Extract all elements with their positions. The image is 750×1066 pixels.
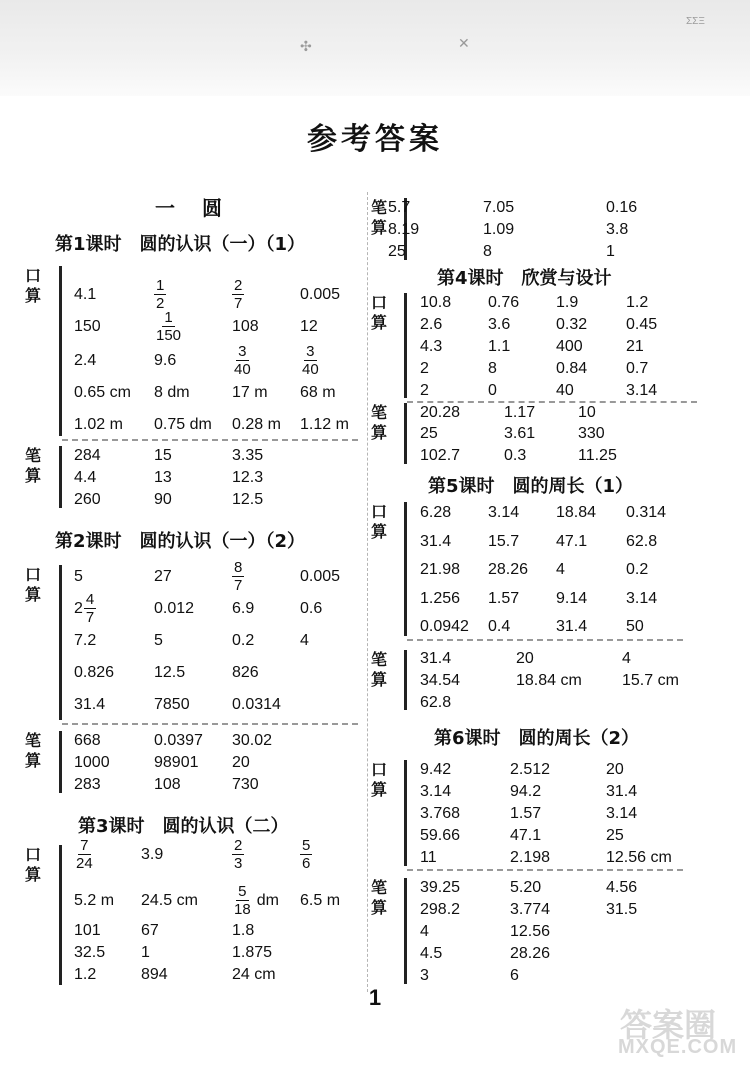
answer-cell: 18.84 <box>556 504 597 521</box>
bracket-line <box>404 403 407 464</box>
answer-cell: 102.7 <box>420 447 461 464</box>
answer-cell: 94.2 <box>510 783 542 800</box>
answer-cell: 50 <box>626 618 644 635</box>
fraction-numerator: 3 <box>306 343 315 360</box>
answer-cell: 0.005 <box>300 568 341 585</box>
answer-cell: 31.4 <box>606 783 638 800</box>
fraction <box>232 343 253 378</box>
answer-cell: 1.2 <box>74 966 97 983</box>
answer-cell: 0.0314 <box>232 696 281 713</box>
answer-cell: 30.02 <box>232 732 273 749</box>
answer-cell: 5.20 <box>510 879 542 896</box>
answer-cell: 1000 <box>74 754 110 771</box>
answer-cell <box>232 559 244 594</box>
answer-cell: 1.12 m <box>300 416 349 433</box>
answer-cell: 0.65 cm <box>74 384 131 401</box>
answer-cell: 98901 <box>154 754 199 771</box>
answer-cell: 10 <box>578 404 596 421</box>
answer-cell: 0.012 <box>154 600 195 617</box>
answer-cell: 15.7 <box>488 533 520 550</box>
answer-cell: 5.2 m <box>74 892 115 909</box>
answer-cell <box>74 591 96 626</box>
column-divider <box>367 192 368 992</box>
answer-cell <box>300 837 312 872</box>
answer-cell: 3.14 <box>626 382 658 399</box>
bracket-line <box>404 760 407 866</box>
answer-cell: 1.57 <box>510 805 542 822</box>
lesson-title: 第3课时 圆的认识（二） <box>78 816 289 837</box>
answer-cell: 12 <box>300 318 318 335</box>
answer-cell: 8 dm <box>154 384 190 401</box>
answer-cell: 298.2 <box>420 901 461 918</box>
answer-cell: 90 <box>154 491 172 508</box>
answer-cell: 3.6 <box>488 316 511 333</box>
fraction-numerator: 5 <box>238 883 247 900</box>
answer-cell: 1.9 <box>556 294 579 311</box>
answer-cell: 8 <box>483 243 492 260</box>
answer-cell: 283 <box>74 776 101 793</box>
written-label: 笔算 <box>370 198 387 237</box>
answer-cell: 11 <box>420 849 437 866</box>
answer-cell: 0.3 <box>504 447 527 464</box>
answer-cell: 0.76 <box>488 294 520 311</box>
oral-label: 口算 <box>24 266 41 305</box>
answer-cell: 68 m <box>300 384 336 401</box>
answer-cell: 47.1 <box>556 533 588 550</box>
answer-cell <box>232 277 244 312</box>
answer-cell: 4.3 <box>420 338 443 355</box>
answer-cell: 17 m <box>232 384 268 401</box>
answer-cell: 1.02 m <box>74 416 123 433</box>
answer-cell: 3.14 <box>626 590 658 607</box>
answer-cell: 47.1 <box>510 827 542 844</box>
answer-cell: 0.28 m <box>232 416 281 433</box>
answer-cell: 11.25 <box>578 447 617 464</box>
fraction-numerator: 1 <box>156 277 165 294</box>
header-ornament: ✣ <box>300 38 312 54</box>
fraction-denominator: 6 <box>302 855 311 872</box>
answer-cell: 62.8 <box>420 694 452 711</box>
fraction-denominator: 24 <box>76 855 93 872</box>
header-band <box>0 0 750 96</box>
fraction <box>300 837 312 872</box>
oral-label: 口算 <box>370 502 387 541</box>
answer-cell: 20 <box>232 754 250 771</box>
answer-cell: 21.98 <box>420 561 461 578</box>
fraction-denominator: 40 <box>302 361 319 378</box>
answer-cell: 31.5 <box>606 901 638 918</box>
answer-cell: 9.6 <box>154 352 177 369</box>
answer-cell: 5 <box>154 632 163 649</box>
answer-cell: 2 <box>420 382 429 399</box>
answer-cell: 9.42 <box>420 761 452 778</box>
answer-cell <box>232 883 279 918</box>
answer-cell <box>74 837 95 872</box>
answer-cell: 284 <box>74 447 101 464</box>
answer-cell: 0.2 <box>232 632 255 649</box>
answer-cell: 25 <box>420 425 438 442</box>
lesson-title: 第4课时 欣赏与设计 <box>437 268 612 289</box>
answer-cell: 18.84 cm <box>516 672 582 689</box>
oral-label: 口算 <box>24 845 41 884</box>
answer-cell: 1.09 <box>483 221 515 238</box>
lesson-title: 第5课时 圆的周长（1） <box>428 476 634 497</box>
written-label: 笔算 <box>24 446 41 485</box>
lesson-title: 第6课时 圆的周长（2） <box>434 728 640 749</box>
fraction-numerator: 5 <box>302 837 311 854</box>
answer-cell: 27 <box>154 568 172 585</box>
answer-cell: 28.26 <box>510 945 551 962</box>
answer-cell: 6.9 <box>232 600 255 617</box>
bracket-line <box>59 731 62 793</box>
bracket-line <box>59 845 62 985</box>
answer-cell: 3.14 <box>606 805 638 822</box>
written-label: 笔算 <box>370 650 387 689</box>
answer-cell: 31.4 <box>420 533 452 550</box>
answer-cell: 3.61 <box>504 425 536 442</box>
fraction-denominator: 7 <box>234 295 243 312</box>
fraction <box>232 277 244 312</box>
bracket-line <box>59 266 62 436</box>
fraction-numerator: 2 <box>234 277 243 294</box>
answer-cell: 12.3 <box>232 469 264 486</box>
bracket-line <box>404 650 407 710</box>
section-divider <box>407 869 683 871</box>
answer-cell: 0.16 <box>606 199 638 216</box>
answer-cell: 2.512 <box>510 761 551 778</box>
answer-cell: 20 <box>606 761 624 778</box>
bracket-line <box>59 446 62 508</box>
answer-cell: 1.57 <box>488 590 520 607</box>
answer-cell: 7.05 <box>483 199 515 216</box>
bracket-line <box>59 565 62 720</box>
answer-cell: 12.5 <box>232 491 264 508</box>
answer-cell: 1.2 <box>626 294 649 311</box>
answer-cell: 0.7 <box>626 360 649 377</box>
answer-cell <box>154 277 166 312</box>
answer-cell: 1 <box>606 243 615 260</box>
answer-cell: 150 <box>74 318 101 335</box>
answer-cell: 15 <box>154 447 172 464</box>
fraction-denominator: 40 <box>234 361 251 378</box>
answer-cell: 7.2 <box>74 632 97 649</box>
answer-cell: 0.826 <box>74 664 115 681</box>
answer-cell <box>232 837 244 872</box>
answer-cell: 1 <box>141 944 150 961</box>
answer-cell: 2.6 <box>420 316 443 333</box>
fraction <box>300 343 321 378</box>
answer-cell: 24 cm <box>232 966 276 983</box>
watermark-logo: 答案圈 <box>620 1006 717 1044</box>
answer-cell: 28.26 <box>488 561 529 578</box>
answer-cell: 1.17 <box>504 404 536 421</box>
answer-cell: 6.5 m <box>300 892 341 909</box>
answer-cell: 4.5 <box>420 945 443 962</box>
answer-cell: 5 <box>74 568 83 585</box>
answer-cell: 67 <box>141 922 159 939</box>
answer-cell: 668 <box>74 732 101 749</box>
fraction-denominator: 7 <box>85 609 95 626</box>
section-divider <box>62 723 358 725</box>
fraction <box>232 837 244 872</box>
answer-cell: 34.54 <box>420 672 461 689</box>
answer-cell: 3.14 <box>420 783 452 800</box>
answer-cell: 20 <box>516 650 534 667</box>
answer-cell: 15.7 cm <box>622 672 679 689</box>
page-title: 参考答案 <box>307 122 443 157</box>
answer-cell: 1.875 <box>232 944 273 961</box>
bracket-line <box>404 878 407 984</box>
answer-cell: 4 <box>420 923 429 940</box>
fraction <box>154 277 166 312</box>
answer-cell: 730 <box>232 776 259 793</box>
answer-cell: 0.84 <box>556 360 588 377</box>
fraction-numerator: 3 <box>238 343 247 360</box>
answer-cell: 3.774 <box>510 901 551 918</box>
fraction-numerator: 7 <box>80 837 89 854</box>
answer-cell <box>300 343 321 378</box>
answer-cell: 6.28 <box>420 504 452 521</box>
answer-cell: 25 <box>606 827 624 844</box>
written-label: 笔算 <box>24 731 41 770</box>
answer-cell: 10.8 <box>420 294 452 311</box>
watermark-url: MXQE.COM <box>618 1036 738 1058</box>
answer-cell: 9.14 <box>556 590 588 607</box>
answer-cell: 0.6 <box>300 600 323 617</box>
answer-cell: 2.198 <box>510 849 551 866</box>
answer-cell: 3.35 <box>232 447 264 464</box>
answer-cell: 1.256 <box>420 590 461 607</box>
page-number: 1 <box>368 985 382 1010</box>
fraction-denominator: 7 <box>234 577 243 594</box>
answer-cell: 4 <box>556 561 565 578</box>
fraction-denominator: 150 <box>156 327 182 344</box>
unit-suffix: dm <box>256 891 279 909</box>
fraction <box>232 559 244 594</box>
answer-cell: 40 <box>556 382 574 399</box>
fraction <box>74 837 95 872</box>
answer-cell: 108 <box>232 318 259 335</box>
answer-cell: 12.56 <box>510 923 551 940</box>
oral-label: 口算 <box>370 760 387 799</box>
answer-cell: 400 <box>556 338 583 355</box>
answer-cell: 0.2 <box>626 561 649 578</box>
fraction-numerator: 4 <box>85 591 95 608</box>
answer-cell: 5.7 <box>388 199 411 216</box>
answer-cell: 7850 <box>154 696 190 713</box>
answer-cell: 13 <box>154 469 172 486</box>
answer-cell: 6 <box>510 967 519 984</box>
answer-cell: 3.9 <box>141 846 164 863</box>
answer-cell: 12.5 <box>154 664 186 681</box>
lesson-title: 第2课时 圆的认识（一）（2） <box>55 531 306 552</box>
answer-cell: 260 <box>74 491 101 508</box>
written-label: 笔算 <box>370 403 387 442</box>
written-label: 笔算 <box>370 878 387 917</box>
fraction-numerator: 2 <box>234 837 243 854</box>
answer-cell: 4.56 <box>606 879 638 896</box>
fraction-denominator: 18 <box>234 901 251 918</box>
lesson-title: 第1课时 圆的认识（一）（1） <box>55 234 306 255</box>
answer-cell: 0.75 dm <box>154 416 212 433</box>
answer-cell: 0.0942 <box>420 618 469 635</box>
answer-cell: 24.5 cm <box>141 892 198 909</box>
oral-label: 口算 <box>24 565 41 604</box>
answer-cell: 0.314 <box>626 504 667 521</box>
fraction-whole: 2 <box>74 599 83 617</box>
fraction-denominator: 3 <box>234 855 243 872</box>
answer-cell: 20.28 <box>420 404 461 421</box>
answer-cell: 0.0397 <box>154 732 203 749</box>
answer-cell: 108 <box>154 776 181 793</box>
answer-cell: 1.8 <box>232 922 255 939</box>
oral-label: 口算 <box>370 293 387 332</box>
answer-cell: 31.4 <box>556 618 588 635</box>
answer-cell: 39.25 <box>420 879 461 896</box>
answer-cell <box>232 343 253 378</box>
answer-cell: 32.5 <box>74 944 106 961</box>
answer-cell: 62.8 <box>626 533 658 550</box>
answer-cell: 31.4 <box>74 696 106 713</box>
fraction-denominator: 2 <box>156 295 165 312</box>
answer-cell: 31.4 <box>420 650 452 667</box>
fraction <box>154 309 183 344</box>
answer-cell: 0.32 <box>556 316 588 333</box>
answer-cell: 826 <box>232 664 259 681</box>
section-divider <box>62 439 358 441</box>
fraction <box>84 591 96 626</box>
answer-cell: 3.14 <box>488 504 520 521</box>
bracket-line <box>404 293 407 398</box>
answer-cell: 12.56 cm <box>606 849 672 866</box>
answer-cell: 8 <box>488 360 497 377</box>
fraction-numerator: 8 <box>234 559 243 576</box>
fraction <box>232 883 253 918</box>
answer-cell: 330 <box>578 425 605 442</box>
answer-cell: 2.4 <box>74 352 97 369</box>
fraction-numerator: 1 <box>164 309 173 326</box>
section-divider <box>407 639 683 641</box>
answer-cell: 0 <box>488 382 497 399</box>
bracket-line <box>404 502 407 636</box>
answer-cell: 21 <box>626 338 644 355</box>
answer-cell: 3.768 <box>420 805 461 822</box>
header-ornament: ΣΣΞ <box>686 16 705 27</box>
chapter-title: 一 圆 <box>155 196 232 220</box>
answer-cell: 0.005 <box>300 286 341 303</box>
answer-cell: 2 <box>420 360 429 377</box>
header-ornament: ✕ <box>458 35 470 51</box>
answer-cell: 0.4 <box>488 618 511 635</box>
answer-cell: 101 <box>74 922 101 939</box>
answer-cell: 3.8 <box>606 221 629 238</box>
answer-cell: 0.45 <box>626 316 658 333</box>
answer-cell: 4 <box>622 650 631 667</box>
answer-cell: 3 <box>420 967 429 984</box>
answer-cell: 8.19 <box>388 221 420 238</box>
answer-cell: 25 <box>388 243 406 260</box>
answer-cell: 4.4 <box>74 469 97 486</box>
answer-cell: 4 <box>300 632 309 649</box>
answer-cell <box>154 309 183 344</box>
answer-cell: 4.1 <box>74 286 97 303</box>
answer-cell: 1.1 <box>488 338 511 355</box>
answer-cell: 894 <box>141 966 168 983</box>
answer-cell: 59.66 <box>420 827 461 844</box>
